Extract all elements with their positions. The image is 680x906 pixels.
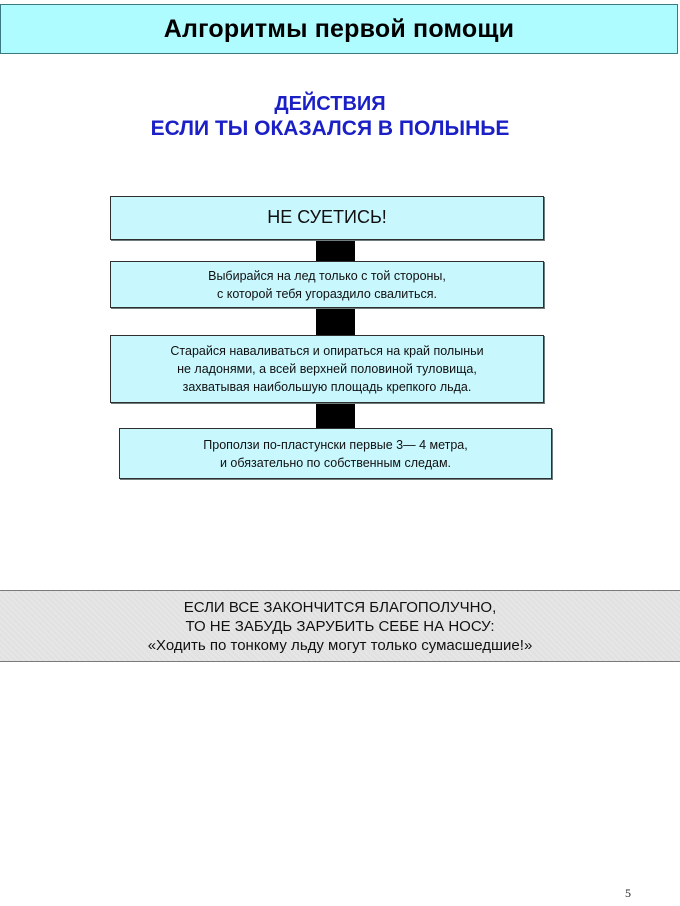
- footer-line-3: «Ходить по тонкому льду могут только сумасшедшие!»: [147, 636, 533, 654]
- step-text-1: НЕ СУЕТИСЬ!: [267, 206, 387, 227]
- footer-note: [0, 590, 680, 662]
- header-bar: [0, 4, 678, 54]
- subtitle-line-2: ЕСЛИ ТЫ ОКАЗАЛСЯ В ПОЛЫНЬЕ: [150, 117, 510, 140]
- footer-line-2: ТО НЕ ЗАБУДЬ ЗАРУБИТЬ СЕБЕ НА НОСУ:: [185, 617, 495, 635]
- step-text-3: Старайся наваливаться и опираться на край полыньи не ладонями, а всей верхней половиной туловища, захватывая наибольшую площадь крепкого льда.: [170, 344, 484, 394]
- subtitle-line-1: ДЕЙСТВИЯ: [274, 93, 386, 115]
- step-box-4: [119, 428, 552, 479]
- step-box-2: [110, 261, 544, 308]
- footer-line-1: ЕСЛИ ВСЕ ЗАКОНЧИТСЯ БЛАГОПОЛУЧНО,: [183, 598, 497, 616]
- step-box-1: [110, 196, 544, 240]
- step-text-4: Проползи по-пластунски первые 3— 4 метра, и обязательно по собственным следам.: [203, 437, 468, 470]
- step-box-3: [110, 335, 544, 403]
- page-title: Алгоритмы первой помощи: [163, 14, 515, 43]
- step-text-2: Выбирайся на лед только с той стороны, с которой тебя угораздило свалиться.: [208, 268, 446, 301]
- page-number: 5: [625, 886, 631, 900]
